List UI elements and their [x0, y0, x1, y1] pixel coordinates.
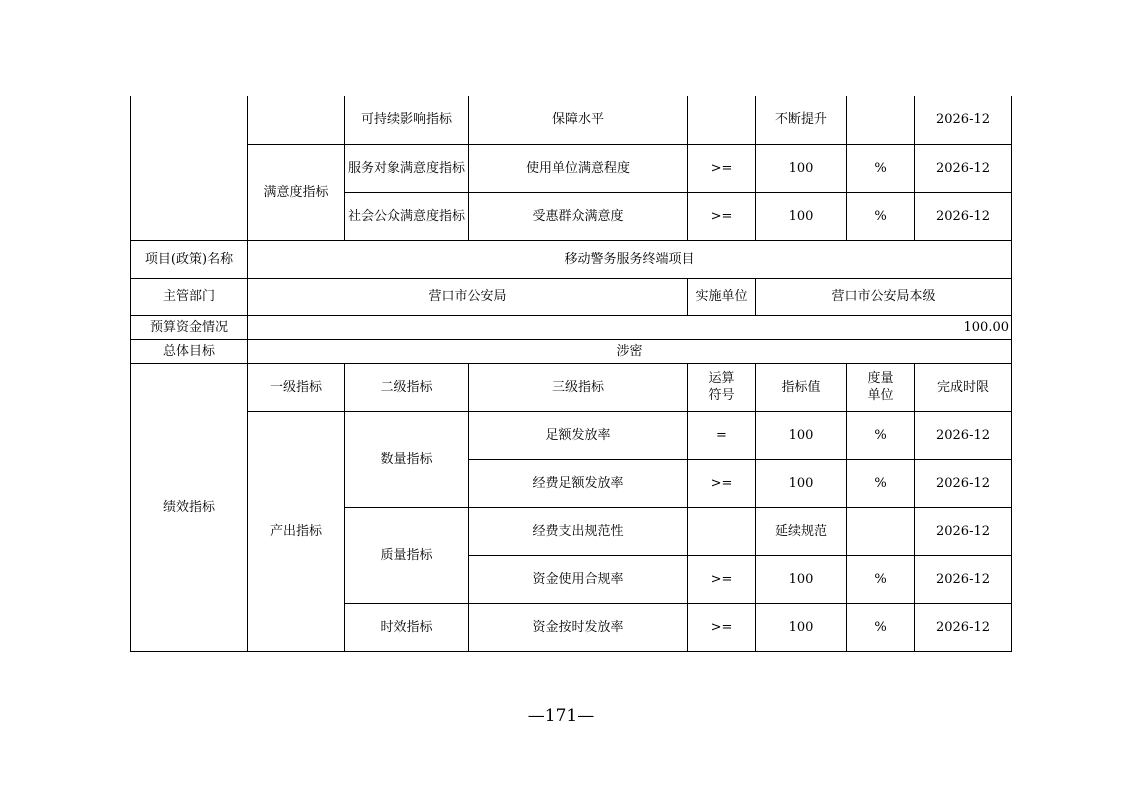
operator-cell	[688, 507, 756, 555]
table-row	[131, 315, 1012, 339]
goal-label: 总体目标	[131, 339, 248, 363]
budget-label: 预算资金情况	[131, 315, 248, 339]
table-row	[131, 144, 1012, 192]
indicator-name: 足额发放率	[469, 411, 688, 459]
operator-cell: =	[688, 411, 756, 459]
project-name-label: 项目(政策)名称	[131, 240, 248, 278]
table-row	[131, 411, 1012, 459]
level2-cell: 质量指标	[345, 507, 469, 603]
blank-cell	[248, 96, 345, 144]
deadline-cell: 2026-12	[915, 507, 1012, 555]
deadline-cell: 2026-12	[915, 603, 1012, 651]
goal-value: 涉密	[248, 339, 1012, 363]
header-level2: 二级指标	[345, 363, 469, 411]
operator-cell: >=	[688, 459, 756, 507]
value-cell: 100	[756, 459, 847, 507]
header-unit: 度量 单位	[847, 363, 915, 411]
unit-cell: %	[847, 411, 915, 459]
value-cell: 100	[756, 411, 847, 459]
unit-cell: %	[847, 603, 915, 651]
value-cell: 100	[756, 144, 847, 192]
performance-table	[130, 96, 1012, 652]
table-row	[131, 339, 1012, 363]
header-row	[131, 363, 1012, 411]
unit-cell	[847, 96, 915, 144]
header-value: 指标值	[756, 363, 847, 411]
table-row	[131, 240, 1012, 278]
operator-cell: >=	[688, 144, 756, 192]
deadline-cell: 2026-12	[915, 96, 1012, 144]
header-level1: 一级指标	[248, 363, 345, 411]
level2-cell: 数量指标	[345, 411, 469, 507]
perf-label: 绩效指标	[131, 363, 248, 651]
unit-cell	[847, 507, 915, 555]
impl-value: 营口市公安局本级	[756, 278, 1012, 315]
dept-label: 主管部门	[131, 278, 248, 315]
indicator-name: 经费支出规范性	[469, 507, 688, 555]
level3-cell: 服务对象满意度指标	[345, 144, 469, 192]
level1-cell: 产出指标	[248, 411, 345, 651]
operator-cell	[688, 96, 756, 144]
indicator-name: 使用单位满意程度	[469, 144, 688, 192]
header-deadline: 完成时限	[915, 363, 1012, 411]
deadline-cell: 2026-12	[915, 459, 1012, 507]
indicator-name: 受惠群众满意度	[469, 192, 688, 240]
unit-cell: %	[847, 555, 915, 603]
operator-cell: >=	[688, 555, 756, 603]
dept-value: 营口市公安局	[248, 278, 688, 315]
unit-cell: %	[847, 144, 915, 192]
budget-value: 100.00	[248, 315, 1012, 339]
value-cell: 不断提升	[756, 96, 847, 144]
table-row	[131, 96, 1012, 144]
value-cell: 延续规范	[756, 507, 847, 555]
indicator-name: 资金按时发放率	[469, 603, 688, 651]
indicator-name: 资金使用合规率	[469, 555, 688, 603]
value-cell: 100	[756, 555, 847, 603]
header-level3: 三级指标	[469, 363, 688, 411]
header-operator: 运算 符号	[688, 363, 756, 411]
value-cell: 100	[756, 603, 847, 651]
deadline-cell: 2026-12	[915, 555, 1012, 603]
deadline-cell: 2026-12	[915, 192, 1012, 240]
project-name-value: 移动警务服务终端项目	[248, 240, 1012, 278]
deadline-cell: 2026-12	[915, 411, 1012, 459]
unit-cell: %	[847, 192, 915, 240]
level2-cell: 满意度指标	[248, 144, 345, 240]
operator-cell: >=	[688, 603, 756, 651]
deadline-cell: 2026-12	[915, 144, 1012, 192]
unit-cell: %	[847, 459, 915, 507]
table-row	[131, 278, 1012, 315]
indicator-name: 经费足额发放率	[469, 459, 688, 507]
level2-cell: 时效指标	[345, 603, 469, 651]
value-cell: 100	[756, 192, 847, 240]
page-number: —171—	[527, 706, 595, 726]
level3-cell: 社会公众满意度指标	[345, 192, 469, 240]
operator-cell: >=	[688, 192, 756, 240]
indicator-name: 保障水平	[469, 96, 688, 144]
impl-label: 实施单位	[688, 278, 756, 315]
level3-cell: 可持续影响指标	[345, 96, 469, 144]
blank-cell	[131, 96, 248, 240]
